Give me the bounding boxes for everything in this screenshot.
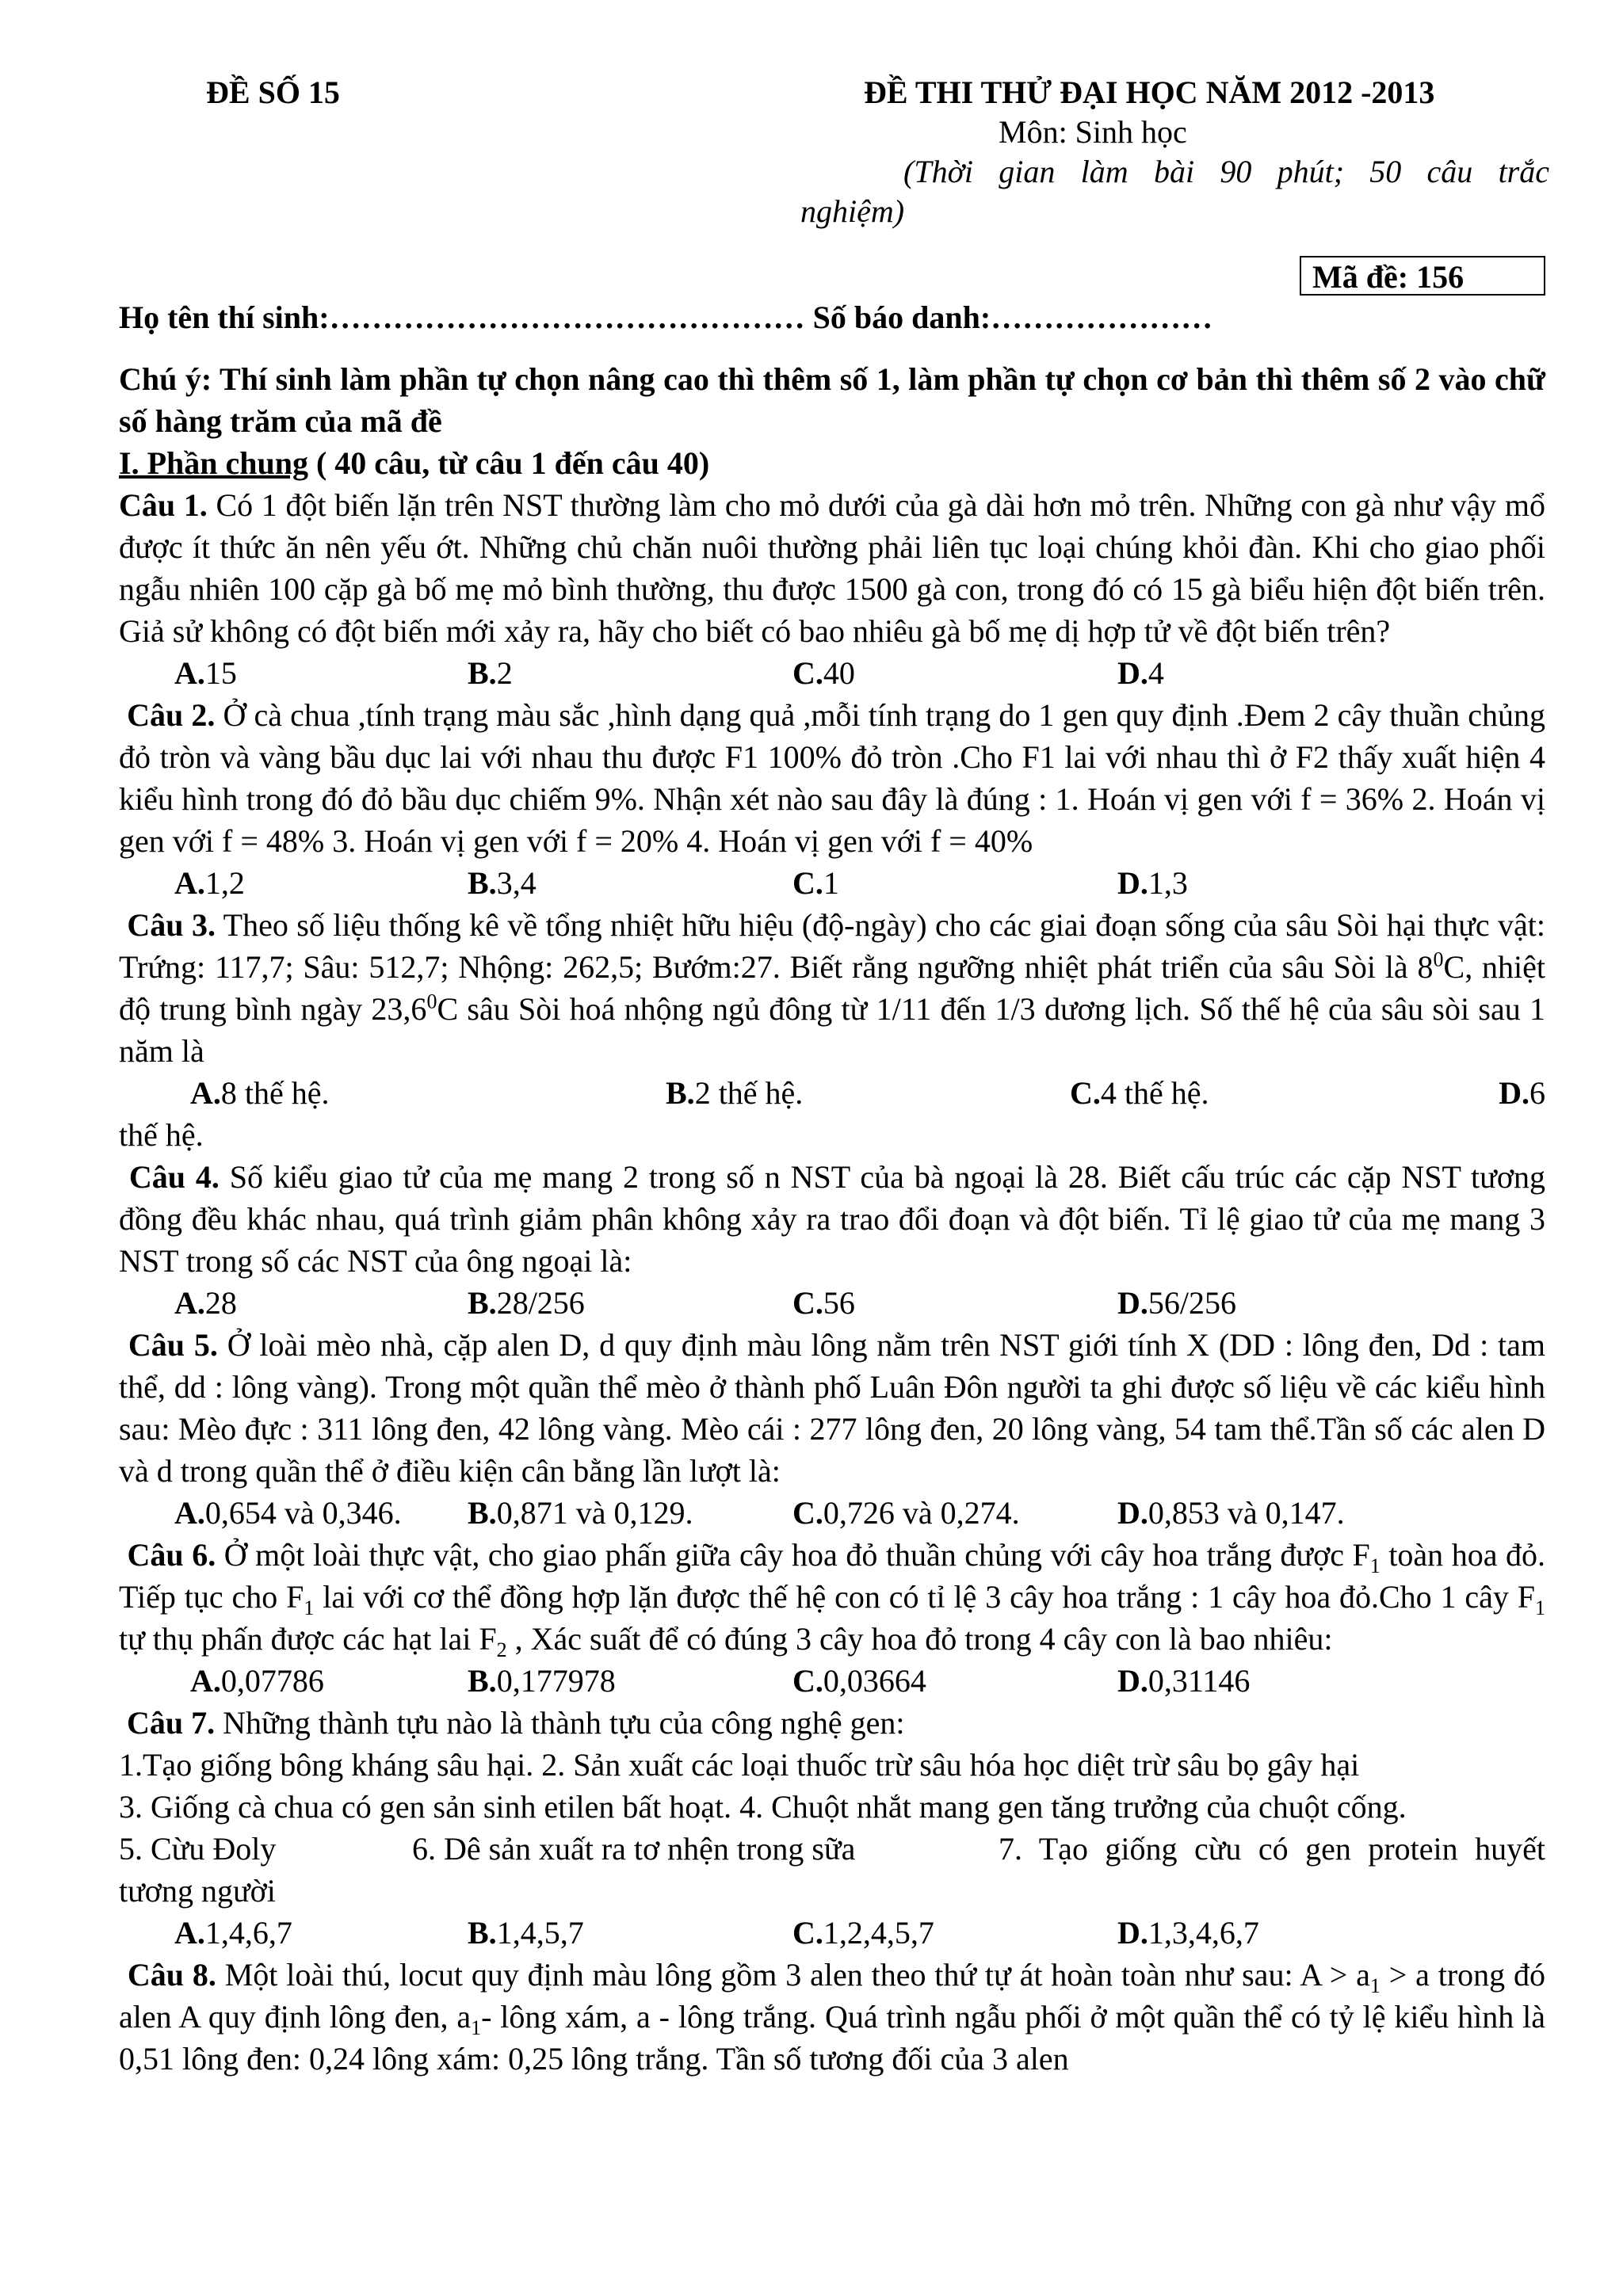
question-label: Câu 6. xyxy=(127,1537,216,1573)
option-d: D.56/256 xyxy=(1117,1285,1237,1321)
option-c: C.1,2,4,5,7 xyxy=(792,1915,934,1951)
options-1 xyxy=(119,652,1545,694)
options-5 xyxy=(119,1492,1545,1534)
option-b: B.0,871 và 0,129. xyxy=(468,1495,693,1531)
question-text: Số kiểu giao tử của mẹ mang 2 trong số n NST của bà ngoại là 28. Biết cấu trúc các cặp NST tương đồng đều khác nhau, quá trình giảm phân không xảy ra trao đổi đoạn và đột biến. Tỉ lệ giao tử của mẹ mang 3 NST trong số các NST của ông ngoại là: xyxy=(119,1159,1545,1279)
option-a: A.1,4,6,7 xyxy=(174,1915,292,1951)
section-title xyxy=(119,442,1545,484)
option-b: B.1,4,5,7 xyxy=(468,1915,584,1951)
candidate-info: Họ tên thí sinh:……………………………………… Số báo danh:………………… xyxy=(119,299,1213,335)
question-8: Câu 8. Một loài thú, locut quy định màu lông gồm 3 alen theo thứ tự át hoàn toàn như sau: $A > a_1 > a$ trong đó alen A quy định lông đen, $a_1-$ lông xám, a - lông trắng. Quá trình ngẫu phối ở một quần thể có tỷ lệ kiểu hình là 0,51 lông đen: 0,24 lông xám: 0,25 lông trắng. Tần số tương đối của 3 alen xyxy=(119,1957,1546,2077)
option-c: C.1 xyxy=(792,865,839,901)
section-name: I. Phần chung xyxy=(119,445,308,481)
question-label: Câu 1. xyxy=(119,487,208,523)
options-4 xyxy=(119,1282,1545,1324)
option-b: B.2 xyxy=(468,655,513,691)
question-label: Câu 5. xyxy=(128,1327,218,1363)
option-a: A.8 thế hệ. xyxy=(190,1075,330,1111)
option-c: C.0,03664 xyxy=(792,1663,926,1699)
question-label: Câu 8. xyxy=(127,1957,216,1993)
question-1 xyxy=(119,484,1545,652)
option-b: B.28/256 xyxy=(468,1285,585,1321)
option-b: B.0,177978 xyxy=(468,1663,616,1699)
option-a: A.28 xyxy=(174,1285,237,1321)
options-7 xyxy=(119,1912,1545,1954)
question-7 xyxy=(119,1702,1545,1744)
options-2 xyxy=(119,862,1545,904)
question-label: Câu 7. xyxy=(127,1705,216,1741)
option-a: A.0,07786 xyxy=(190,1663,324,1699)
question-6: Câu 6. Ở một loài thực vật, cho giao phấn giữa cây hoa đỏ thuần chủng với cây hoa trắng được $F_1$ toàn hoa đỏ. Tiếp tục cho $F_1$ lai với cơ thể đồng hợp lặn được thế hệ con có tỉ lệ 3 cây hoa trắng : 1 cây hoa đỏ.Cho 1 cây $F_1$ tự thụ phấn được các hạt lai $F_2$ , Xác suất để có đúng 3 cây hoa đỏ trong 4 cây con là bao nhiêu: xyxy=(119,1537,1546,1661)
exam-header xyxy=(119,63,1549,335)
option-b: B.2 thế hệ. xyxy=(666,1075,804,1111)
time-limit-cont: nghiệm) xyxy=(800,193,905,229)
subject: Môn: Sinh học xyxy=(999,114,1187,150)
question-text: Có 1 đột biến lặn trên NST thường làm cho mỏ dưới của gà dài hơn mỏ trên. Những con gà như vậy mổ được ít thức ăn nên yếu ớt. Những chủ chăn nuôi thường phải liên tục loại chúng khỏi đàn. Khi cho giao phối ngẫu nhiên 100 cặp gà bố mẹ mỏ bình thường, thu được 1500 gà con, trong đó có 15 gà biểu hiện đột biến trên. Giả sử không có đột biến mới xảy ra, hãy cho biết có bao nhiêu gà bố mẹ dị hợp tử về đột biến trên? xyxy=(119,487,1546,649)
exam-number: ĐỀ SỐ 15 xyxy=(206,74,340,110)
option-a: A.0,654 và 0,346. xyxy=(174,1495,402,1531)
option-d: D.6 xyxy=(1499,1075,1545,1111)
question-5 xyxy=(119,1324,1545,1492)
question-label: Câu 3. xyxy=(127,907,216,943)
option-a: A.1,2 xyxy=(174,865,245,901)
exam-note: Chú ý: Thí sinh làm phần tự chọn nâng cao thì thêm số 1, làm phần tự chọn cơ bản thì thêm số 2 vào chữ số hàng trăm của mã đề xyxy=(119,361,1545,439)
section-desc: ( 40 câu, từ câu 1 đến câu 40) xyxy=(307,445,710,481)
option-d: D.1,3,4,6,7 xyxy=(1117,1915,1259,1951)
option-c: C.56 xyxy=(792,1285,855,1321)
option-a: A.15 xyxy=(174,655,237,691)
question-3: Câu 3. Theo số liệu thống kê về tổng nhiệt hữu hiệu (độ-ngày) cho các giai đoạn sống của sâu Sòi hại thực vật: Trứng: 117,7; Sâu: 512,7; Nhộng: 262,5; Bướm:27. Biết rằng ngưỡng nhiệt phát triển của sâu Sòi là $8^0C$, nhiệt độ trung bình ngày 23,6$^0$C sâu Sòi hoá nhộng ngủ đông từ 1/11 đến 1/3 dương lịch. Số thế hệ của sâu sòi sau 1 năm là xyxy=(119,907,1546,1069)
q7-line-2: 3. Giống cà chua có gen sản sinh etilen bất hoạt. 4. Chuột nhắt mang gen tăng trưởng của chuột cống. xyxy=(119,1789,1407,1825)
options-6 xyxy=(119,1660,1545,1702)
exam-page xyxy=(119,63,1549,2080)
option-c: C.40 xyxy=(792,655,855,691)
question-text: Những thành tựu nào là thành tựu của công nghệ gen: xyxy=(215,1705,905,1741)
option-d: D.4 xyxy=(1117,655,1164,691)
question-text: Ở cà chua ,tính trạng màu sắc ,hình dạng quả ,mỗi tính trạng do 1 gen quy định .Đem 2 cây thuần chủng đỏ tròn và vàng bầu dục lai với nhau thu được F1 100% đỏ tròn .Cho F1 lai với nhau thì ở F2 thấy xuất hiện 4 kiểu hình trong đó đỏ bầu dục chiếm 9%. Nhận xét nào sau đây là đúng : 1. Hoán vị gen với f = 36% 2. Hoán vị gen với f = 48% 3. Hoán vị gen với f = 20% 4. Hoán vị gen với f = 40% xyxy=(119,697,1546,859)
question-4 xyxy=(119,1156,1545,1282)
q7-line-1: 1.Tạo giống bông kháng sâu hại. 2. Sản xuất các loại thuốc trừ sâu hóa học diệt trừ sâu bọ gây hại xyxy=(119,1747,1360,1783)
exam-title: ĐỀ THI THỬ ĐẠI HỌC NĂM 2012 -2013 xyxy=(864,74,1435,110)
question-text: Ở loài mèo nhà, cặp alen D, d quy định màu lông nằm trên NST giới tính X (DD : lông đen, Dd : tam thể, dd : lông vàng). Trong một quần thể mèo ở thành phố Luân Đôn người ta ghi được số liệu về các kiểu hình sau: Mèo đực : 311 lông đen, 42 lông vàng. Mèo cái : 277 lông đen, 20 lông vàng, 54 tam thể.Tần số các alen D và d trong quần thể ở điều kiện cân bằng lần lượt là: xyxy=(119,1327,1546,1489)
option-d-wrap: thế hệ. xyxy=(119,1117,204,1153)
option-d: D.1,3 xyxy=(1117,865,1188,901)
question-2 xyxy=(119,694,1545,862)
option-c: C.4 thế hệ. xyxy=(1070,1075,1209,1111)
question-label: Câu 4. xyxy=(128,1159,220,1195)
option-b: B.3,4 xyxy=(468,865,537,901)
q7-line-3: 5. Cừu Đoly 6. Dê sản xuất ra tơ nhện trong sữa 7. Tạo giống cừu có gen protein huyết tương người xyxy=(119,1831,1545,1909)
option-d: D.0,853 và 0,147. xyxy=(1117,1495,1345,1531)
option-d: D.0,31146 xyxy=(1117,1663,1251,1699)
options-3 xyxy=(119,1072,1545,1114)
time-limit: (Thời gian làm bài 90 phút; 50 câu trắc xyxy=(903,154,1549,189)
question-label: Câu 2. xyxy=(127,697,216,733)
exam-code-box: Mã đề: 156 xyxy=(1300,256,1545,296)
option-c: C.0,726 và 0,274. xyxy=(792,1495,1020,1531)
